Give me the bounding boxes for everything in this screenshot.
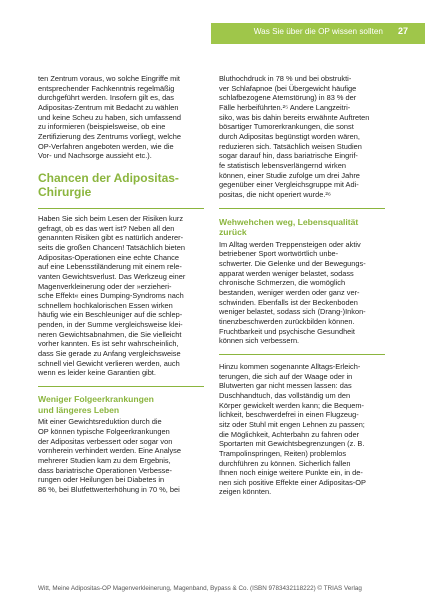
right-paragraph-3: Hinzu kommen sogenannte Alltags-Erleich- terungen, die sich auf der Waage oder in Blutwerten gar nicht messen lassen: das Duschhandtuch, das vollständig um den Körper gewickelt werden kann; die Bequem- lichkeit, beschwerdefrei in einen Flugzeug- sitz oder Stuhl mit engen Lehnen zu passen; die Möglichkeit, Achterbahn zu fahren oder Sportarten mit Gewichtsbegrenzungen (z. B. Trampolinspringen, Reiten) problemlos durchführen zu können. Sicherlich fallen Ihnen noch einige weitere Punkte ein, in de- nen sich positive Effekte einer Adipositas-OP zeigen könnten. [219,361,366,497]
running-header-title: Was Sie über die OP wissen sollten [253,27,383,36]
right-paragraph-1: Bluthochdruck in 78 % und bei obstrukti- ver Schlafapnoe (bei Übergewicht häufige schlafbezogene Atemstörung) in 83 % der Fälle herbeiführten.²⁵ Andere Langzeitri- siko, was bis dahin bereits erwähnte Auftreten bösartiger Tumorerkrankungen, die sonst durch Adipositas begünstigt worden wären, reduzieren sich. Tatsächlich weisen Studien sogar darauf hin, dass bariatrische Eingrif- fe statistisch lebensverlängernd wirken können, einer Studie zufolge um drei Jahre gegenüber einer Vergleichsgruppe mit Adi- positas, die nicht operiert wurde.²⁶ [219,74,370,199]
page-number: 27 [397,26,408,36]
left-column [38,74,204,495]
right-column [219,74,385,497]
right-paragraph-2: Im Alltag werden Treppensteigen oder aktiv betriebener Sport wortwörtlich unbe- schwerter. Die Gelenke und der Bewegungs- apparat werden weniger belastet, sodass chronische Schmerzen, die womöglich bestanden, weniger werden oder ganz ver- schwinden. Ebenfalls ist der Beckenboden weniger belastet, sodass sich (Drang-)Inkon- tinenzbeschwerden zurückbilden können. Fruchtbarkeit und psychische Gesundheit können sich verbessern. [219,239,366,346]
section-divider [38,208,204,209]
section-divider [38,386,204,387]
running-header [211,23,425,44]
section-heading-chancen: Chancen der Adipositas- Chirurgie [38,170,179,199]
left-paragraph-3: Mit einer Gewichtsreduktion durch die OP können typische Folgeerkrankungen der Adipositas verbessert oder sogar von vornherein verhindert werden. Eine Analyse mehrerer Studien kam zu dem Ergebnis, dass bariatrische Operationen Verbesse- rungen oder Heilungen bei Diabetes in 86 %, bei Blutfettwerterhöhung in 70 %, bei [38,417,181,494]
footer-copyright: Witt, Meine Adipositas-OP Magenverkleinerung, Magenband, Bypass & Co. (ISBN 9783432118222) © TRIAS Verlag [38,585,362,592]
section-divider [219,354,385,355]
left-paragraph-1: ten Zentrum voraus, wo solche Eingriffe mit entsprechender Fachkenntnis regelmäßig durchgeführt werden. Insofern gilt es, das Adipositas-Zentrum mit Bedacht zu wählen und keine Scheu zu haben, sich umfassend zu informieren (beispielsweise, ob eine Zertifizierung des Zentrums vorliegt, welche OP-Verfahren angeboten werden, wie die Vor- und Nachsorge aussieht etc.). [38,74,181,161]
subheading-folgeerkrankungen: Weniger Folgeerkrankungen und längeres Leben [38,394,154,415]
left-paragraph-2: Haben Sie sich beim Lesen der Risiken kurz gefragt, ob es das wert ist? Neben all den genannten Risiken gibt es natürlich anderer- seits die großen Chancen! Tatsächlich bieten Adipositas-Operationen eine echte Chance auf eine Lebensstiländerung mit einem rele- vanten Gewichtsverlust. Das Werkzeug einer Magenverkleinerung oder der »erzieheri- sche Effekt« eines Dumping-Syndroms nach schnellem hochkalorischen Essen wirken häufig wie ein Beschleuniger auf die schlep- penden, in der Summe vergleichsweise klei- neren Gewichtsabnahmen, die Sie vielleicht vorher kannten. Es ist sehr wahrscheinlich, dass Sie gerade zu Anfang vergleichsweise schnell viel Gewicht verlieren werden, auch wenn es leider keine Garantien gibt. [38,213,186,378]
section-divider [219,208,385,209]
subheading-lebensqualitaet: Wehwehchen weg, Lebensqualität zurück [219,216,359,238]
